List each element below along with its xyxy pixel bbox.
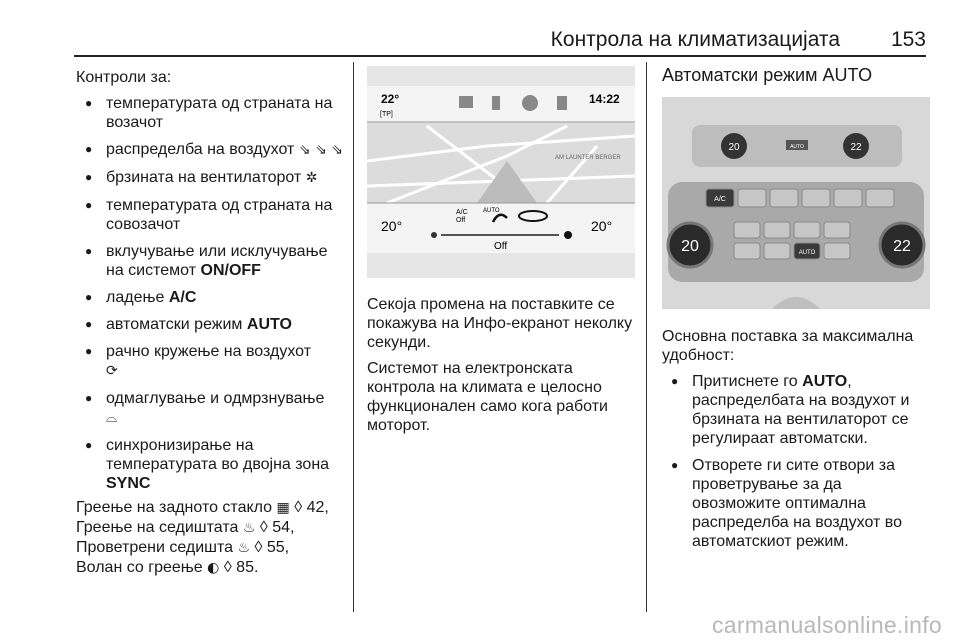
list-item: ● ладење A/C — [76, 288, 346, 307]
climate-panel-image — [662, 97, 930, 309]
left-temp-knob-label: 20 — [681, 238, 699, 255]
list-item: ● температурата од страната на возачот — [76, 94, 346, 132]
panel-auto-label: AUTO — [798, 250, 816, 256]
list-item: ● рачно кружење на воздухот ⟳ — [76, 342, 346, 381]
recirculation-icon: ⟳ — [106, 363, 118, 379]
column-divider-1 — [353, 62, 354, 612]
small-auto-label: AUTO — [790, 144, 804, 150]
air-distribution-icon: ⇘ ⇘ ⇘ — [298, 142, 343, 158]
info-display-image — [367, 66, 635, 278]
list-item: ● брзината на вентилаторот ✲ — [76, 168, 346, 188]
watermark: carmanualsonline.info — [711, 612, 942, 638]
section-title: Автоматски режим AUTO — [662, 65, 873, 85]
header-rule — [74, 55, 926, 57]
panel-ac-label: A/C — [714, 196, 726, 203]
screen-fan-state: Off — [494, 241, 508, 252]
list-item: ● температурата од страната на совозачот — [76, 196, 346, 234]
rear-window-heat-icon: ▦ — [276, 500, 290, 516]
column-auto-mode — [662, 66, 930, 559]
screen-temp-top: 22° — [381, 92, 400, 106]
small-right-knob-label: 22 — [850, 142, 862, 153]
list-item: ● Отворете ги сите отвори за проветрување за да овозможите оптимална распределба на воздухот во автоматскиот режим. — [662, 456, 930, 551]
reference-item: Волан со греење ◐ ◊ 85. — [76, 559, 259, 576]
right-temp-knob-label: 22 — [893, 238, 911, 255]
defrost-icon: ⌓ — [106, 410, 118, 426]
screen-ac: A/C — [456, 209, 468, 216]
seat-heat-icon: ♨ — [242, 520, 256, 536]
fan-icon: ✲ — [305, 170, 318, 186]
column-info-display — [367, 66, 635, 442]
list-item: ● синхронизирање на температурата во двојна зона SYNC — [76, 436, 346, 493]
map-street: AM LAUNTER BERGER — [555, 155, 621, 161]
steering-wheel-heat-icon: ◐ — [207, 560, 220, 576]
screen-ac-state: Off — [456, 217, 466, 224]
climate-panel-svg — [662, 97, 930, 309]
column-divider-2 — [646, 62, 647, 612]
info-display-svg — [367, 66, 635, 278]
paragraph-engine-running: Системот на електронската контрола на климата е целосно функционален само кога работи моторот. — [367, 360, 608, 434]
reference-item: Греење на задното стакло ▦ ◊ 42, — [76, 499, 329, 516]
list-item: ● Притиснете го AUTO, распределбата на воздухот и брзината на вентилаторот се регулираат автоматски. — [662, 372, 930, 448]
reference-item: Проветрени седишта ♨ ◊ 55, — [76, 539, 290, 556]
paragraph-display-change: Секоја промена на поставките се покажува на Инфо-екранот неколку секунди. — [367, 296, 633, 351]
reference-item: Греење на седиштата ♨ ◊ 54, — [76, 519, 295, 536]
seat-vent-icon: ♨ — [237, 540, 251, 556]
small-left-knob-label: 20 — [728, 142, 740, 153]
screen-temp-left: 20° — [381, 218, 403, 234]
screen-auto: AUTO — [483, 208, 500, 214]
screen-time: 14:22 — [589, 92, 620, 106]
page-header — [0, 0, 960, 58]
page-title: Контрола на климатизацијата — [550, 28, 840, 51]
page-number: 153 — [890, 28, 926, 51]
column-controls — [76, 68, 346, 578]
screen-temp-right: 20° — [591, 218, 613, 234]
controls-intro: Контроли за: — [76, 69, 172, 86]
screen-tp: [TP] — [380, 111, 393, 118]
fan-slider-track — [441, 234, 559, 236]
auto-list — [662, 372, 930, 551]
controls-list — [76, 94, 346, 493]
list-item: ● автоматски режим AUTO — [76, 315, 346, 334]
list-item: ● распределба на воздухот ⇘ ⇘ ⇘ — [76, 140, 346, 160]
fan-low-icon — [431, 232, 437, 238]
auto-intro: Основна поставка за максимална удобност: — [662, 328, 914, 364]
list-item: ● вклучување или исклучување на системот ON/OFF — [76, 242, 346, 280]
fan-high-icon — [564, 231, 572, 239]
list-item: ● одмаглување и одмрзнување ⌓ — [76, 389, 346, 428]
reference-list — [76, 498, 346, 578]
